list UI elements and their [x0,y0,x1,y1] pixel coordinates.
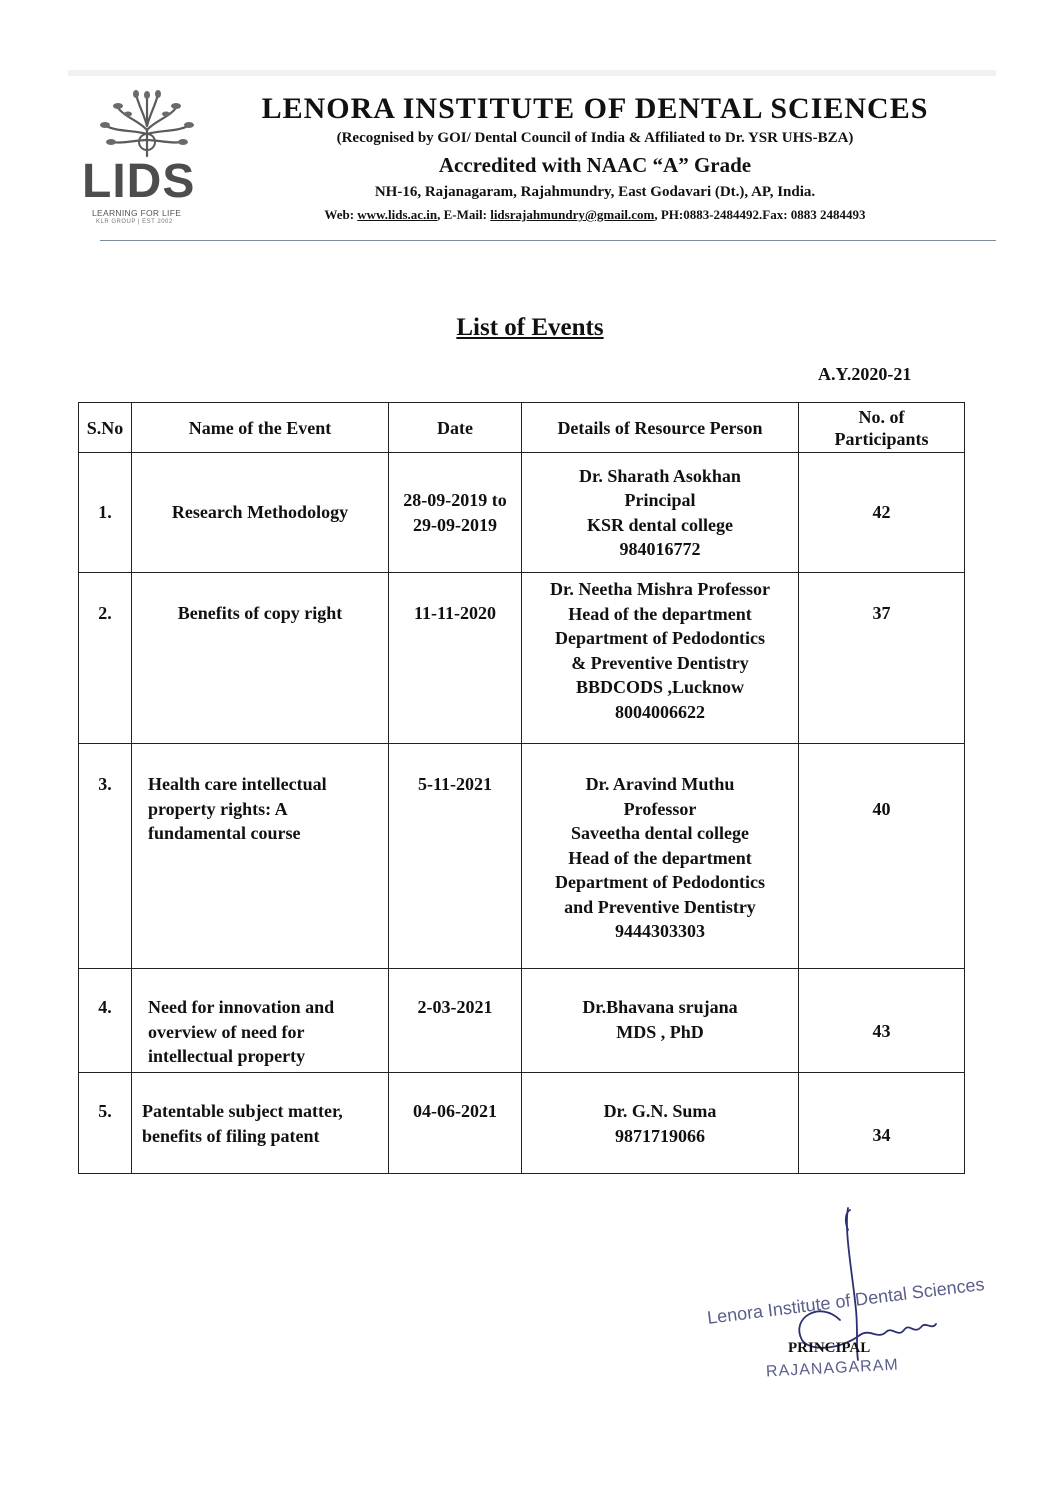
date-line: 29-09-2019 [413,514,497,535]
stamp-location: RAJANAGARAM [765,1356,900,1381]
cell-participants: 43 [799,969,965,1073]
resource-line: Saveetha dental college [571,823,749,843]
date-line: 28-09-2019 to [403,490,507,510]
cell-date [389,744,522,969]
resource-line: Dr.Bhavana srujana [582,997,738,1017]
event-name-line: intellectual property [148,1046,306,1066]
event-name-line: Research Methodology [171,502,349,523]
principal-label: PRINCIPAL [788,1340,871,1356]
events-table [78,402,965,1174]
resource-line: 9444303303 [615,921,705,941]
institute-name: LENORA INSTITUTE OF DENTAL SCIENCES [261,92,929,125]
table-row [79,1073,965,1174]
table-header-row [79,403,965,453]
cell-event-name [132,1073,389,1174]
cell-event-name [132,969,389,1073]
cell-date [389,1073,522,1174]
academic-year: A.Y.2020-21 [818,364,912,384]
table-row [79,969,965,1073]
event-name-line: property rights: A [148,798,288,819]
cell-sno: 4. [79,969,132,1073]
cell-resource-person [522,453,799,573]
table-row [79,453,965,573]
resource-line: 9871719066 [615,1125,705,1146]
cell-participants: 37 [799,573,965,744]
date-line: 5-11-2021 [418,774,492,794]
website-link[interactable]: www.lids.ac.in [357,207,438,222]
date-line: 2-03-2021 [417,997,493,1017]
event-name-line: Benefits of copy right [177,603,343,623]
participants-header-line2: Participants [834,428,929,449]
resource-line: Dr. Aravind Muthu [585,774,735,794]
cell-participants: 40 [799,744,965,969]
cell-date [389,453,522,573]
date-line: 11-11-2020 [413,603,496,623]
event-name-line: fundamental course [148,823,301,843]
logo-subtitle: KLR GROUP | EST 2002 [96,219,173,225]
col-header-resource: Details of Resource Person [522,403,799,453]
resource-line: Department of Pedodontics [555,872,765,892]
contact-line [200,204,990,226]
page-title: List of Events [456,314,604,341]
accreditation-line: Accredited with NAAC “A” Grade [438,153,752,177]
resource-line: 984016772 [619,539,701,559]
recognition-line: (Recognised by GOI/ Dental Council of India & Affiliated to Dr. YSR UHS-BZA) [336,130,854,146]
resource-line: Head of the department [568,603,752,624]
header-divider [100,240,996,241]
cell-event-name [132,573,389,744]
logo-wordmark: LIDS [82,155,196,208]
cell-resource-person [522,573,799,744]
cell-event-name [132,744,389,969]
tree-emblem-icon [78,90,216,160]
resource-line: and Preventive Dentistry [564,896,756,917]
resource-line: & Preventive Dentistry [571,652,749,673]
logo-tagline: LEARNING FOR LIFE [92,208,182,218]
email-link[interactable]: lidsrajahmundry@gmail.com [490,207,655,222]
cell-date [389,573,522,744]
event-name-line: Patentable subject matter, [142,1101,343,1121]
col-header-date: Date [389,403,522,453]
resource-line: Dr. Neetha Mishra Professor [550,579,770,599]
address-line: NH-16, Rajanagaram, Rajahmundry, East Godavari (Dt.), AP, India. [374,184,816,200]
resource-line: Department of Pedodontics [555,628,765,648]
resource-line: KSR dental college [587,514,733,535]
event-name-line: Need for innovation and [148,997,335,1017]
resource-line: Principal [624,490,696,510]
resource-line: 8004006622 [615,701,705,722]
email-label: , E-Mail: [437,207,491,222]
cell-sno: 5. [79,1073,132,1174]
resource-line: Dr. G.N. Suma [603,1101,717,1121]
cell-participants: 42 [799,453,965,573]
institute-stamp: Lenora Institute of Dental Sciences [706,1273,986,1328]
phone-fax: , PH:0883-2484492.Fax: 0883 2484493 [654,207,866,222]
cell-sno: 1. [79,453,132,573]
web-label: Web: [324,207,358,222]
cell-resource-person [522,969,799,1073]
top-band [68,70,996,76]
event-name-line: benefits of filing patent [142,1125,320,1146]
col-header-name: Name of the Event [132,403,389,453]
col-header-sno: S.No [79,403,132,453]
cell-event-name [132,453,389,573]
cell-sno: 3. [79,744,132,969]
letterhead [200,92,990,226]
cell-sno: 2. [79,573,132,744]
event-name-line: Health care intellectual [148,774,327,794]
institute-logo [78,90,216,230]
resource-line: Head of the department [568,847,752,868]
date-line: 04-06-2021 [413,1101,497,1121]
cell-resource-person [522,744,799,969]
resource-line: Dr. Sharath Asokhan [579,465,741,486]
col-header-participants [799,403,965,453]
resource-line: BBDCODS ,Lucknow [575,677,745,697]
event-name-line: overview of need for [148,1021,305,1042]
cell-date [389,969,522,1073]
table-row [79,744,965,969]
participants-header-line1: No. of [858,406,905,427]
cell-resource-person [522,1073,799,1174]
cell-participants: 34 [799,1073,965,1174]
resource-line: MDS , PhD [616,1021,704,1042]
resource-line: Professor [623,798,697,819]
table-row [79,573,965,744]
